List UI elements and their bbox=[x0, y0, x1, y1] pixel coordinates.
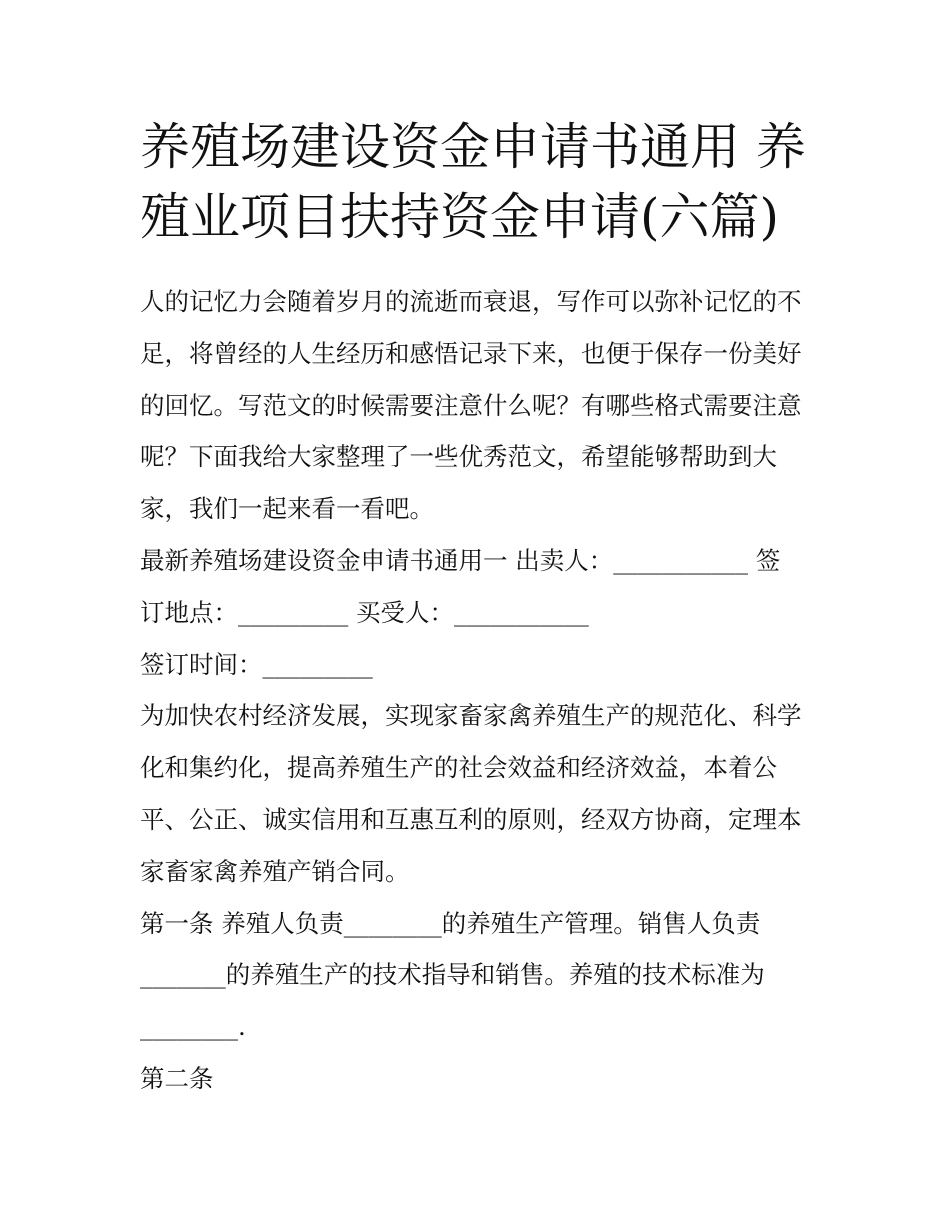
intro-line: 人的记忆力会随着岁月的流逝而衰退，写作可以弥补记忆的不 bbox=[140, 287, 802, 316]
intro-line: 的回忆。写范文的时候需要注意什么呢？有哪些格式需要注意 bbox=[140, 390, 802, 420]
title-line: 殖业项目扶持资金申请(六篇) bbox=[140, 188, 780, 246]
contract-header-line: 订地点：_________ 买受人：___________ bbox=[140, 597, 589, 627]
article-1-line: ________. bbox=[140, 1012, 246, 1042]
contract-header-line: 签订时间：_________ bbox=[140, 649, 373, 679]
title-line: 养殖场建设资金申请书通用 养 bbox=[140, 118, 806, 176]
preamble-paragraph bbox=[140, 690, 820, 897]
intro-line: 家，我们一起来看一看吧。 bbox=[140, 494, 434, 524]
preamble-line: 平、公正、诚实信用和互惠互利的原则，经双方协商，定理本 bbox=[140, 804, 802, 834]
article-2-line: 第二条 bbox=[140, 1063, 214, 1093]
article-2 bbox=[140, 1053, 820, 1105]
intro-paragraph bbox=[140, 276, 820, 535]
article-1 bbox=[140, 898, 820, 1053]
preamble-line: 家畜家禽养殖产销合同。 bbox=[140, 856, 410, 886]
document-title bbox=[140, 112, 820, 252]
intro-line: 足，将曾经的人生经历和感悟记录下来，也便于保存一份美好 bbox=[140, 338, 802, 368]
document-body bbox=[140, 276, 820, 1105]
article-1-line: 第一条 养殖人负责________的养殖生产管理。销售人负责 bbox=[140, 908, 761, 938]
article-1-line: _______的养殖生产的技术指导和销售。养殖的技术标准为 bbox=[140, 960, 765, 990]
contract-header bbox=[140, 535, 820, 690]
intro-line: 呢？下面我给大家整理了一些优秀范文，希望能够帮助到大 bbox=[140, 442, 777, 472]
contract-header-line: 最新养殖场建设资金申请书通用一 出卖人：___________ 签 bbox=[140, 545, 781, 575]
preamble-line: 化和集约化，提高养殖生产的社会效益和经济效益，本着公 bbox=[140, 753, 777, 783]
preamble-line: 为加快农村经济发展，实现家畜家禽养殖生产的规范化、科学 bbox=[140, 701, 802, 731]
